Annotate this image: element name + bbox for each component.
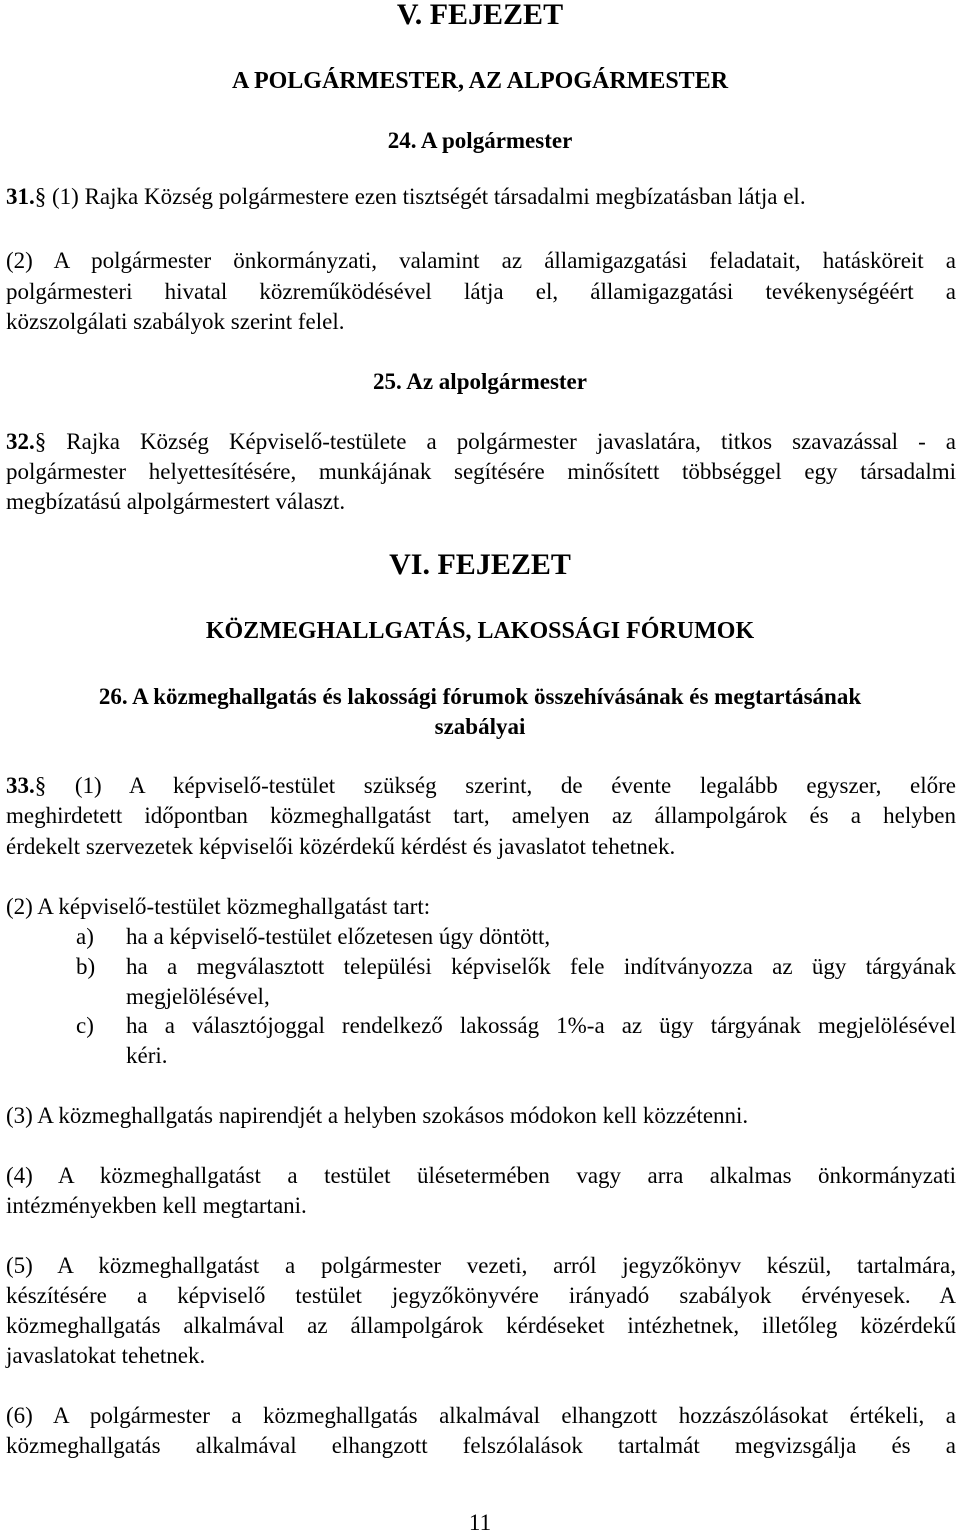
paragraph-text: (1) Rajka Község polgármestere ezen tisztségét társadalmi megbízatásban látja el. <box>46 184 806 209</box>
section-heading-26: 26. A közmeghallgatás és lakossági fórumok összehívásának és megtartásának <box>98 684 862 709</box>
paragraph-32-line <box>6 429 956 455</box>
paragraph-33-2-intro: (2) A képviselő-testület közmeghallgatást tart: <box>6 894 431 919</box>
paragraph-31-1 <box>6 184 806 210</box>
section-sign: § <box>34 184 47 209</box>
paragraph-33-5-line: közmeghallgatás alkalmával az állampolgárok kérdéseket intézhetnek, illetőleg közérdekű <box>6 1313 956 1338</box>
list-item-text: ha a választójoggal rendelkező lakosság 1%-a az ügy tárgyának megjelölésével <box>126 1013 956 1038</box>
list-item-text: kéri. <box>126 1043 168 1068</box>
section-heading-24: 24. A polgármester <box>387 128 573 153</box>
list-item-text: ha a képviselő-testület előzetesen úgy döntött, <box>126 924 551 949</box>
paragraph-number: 32. <box>6 429 35 454</box>
paragraph-33-4-line: (4) A közmeghallgatást a testület ülésetermében vagy arra alkalmas önkormányzati <box>6 1163 956 1188</box>
page-number: 11 <box>468 1510 492 1535</box>
paragraph-32-line: polgármester helyettesítésére, munkájának segítésére minősített többséggel egy társadalmi <box>6 459 956 484</box>
chapter-title: A POLGÁRMESTER, AZ ALPOGÁRMESTER <box>231 68 729 94</box>
chapter-heading: VI. FEJEZET <box>389 548 571 581</box>
paragraph-31-2-line: polgármesteri hivatal közreműködésével látja el, államigazgatási tevékenységéért a <box>6 279 956 304</box>
paragraph-31-2-line: (2) A polgármester önkormányzati, valamint az államigazgatási feladatait, hatásköreit a <box>6 248 956 273</box>
paragraph-33-5-line: készítésére a képviselő testület jegyzőkönyvére irányadó szabályok érvényesek. A <box>6 1283 956 1308</box>
paragraph-text: Rajka Község Képviselő-testülete a polgármester javaslatára, titkos szavazással - a <box>46 429 956 454</box>
paragraph-33-3: (3) A közmeghallgatás napirendjét a helyben szokásos módokon kell közzétenni. <box>6 1103 749 1128</box>
section-heading-25: 25. Az alpolgármester <box>373 369 587 394</box>
paragraph-33-1-line: érdekelt szervezetek képviselői közérdekű kérdést és javaslatot tehetnek. <box>6 834 676 859</box>
list-marker: a) <box>76 924 94 949</box>
paragraph-33-6-line: közmeghallgatás alkalmával elhangzott felszólalások tartalmát megvizsgálja és a <box>6 1433 956 1458</box>
paragraph-31-2-line: közszolgálati szabályok szerint felel. <box>6 309 345 334</box>
list-item-text: ha a megválasztott települési képviselők fele indítványozza az ügy tárgyának <box>126 954 956 979</box>
section-heading-26-cont: szabályai <box>434 714 526 739</box>
paragraph-32-line: megbízatású alpolgármestert választ. <box>6 489 346 514</box>
list-marker: b) <box>76 954 96 979</box>
paragraph-33-1-line <box>6 773 956 799</box>
section-sign: § <box>34 773 47 798</box>
paragraph-33-4-line: intézményekben kell megtartani. <box>6 1193 307 1218</box>
paragraph-number: 33. <box>6 773 35 798</box>
paragraph-33-5-line: javaslatokat tehetnek. <box>6 1343 206 1368</box>
chapter-heading: V. FEJEZET <box>396 0 564 31</box>
paragraph-33-5-line: (5) A közmeghallgatást a polgármester vezeti, arról jegyzőkönyv készül, tartalmára, <box>6 1253 956 1278</box>
paragraph-33-6-line: (6) A polgármester a közmeghallgatás alkalmával elhangzott hozzászólásokat értékeli, a <box>6 1403 956 1428</box>
list-item-text: megjelölésével, <box>126 984 270 1009</box>
paragraph-text: (1) A képviselő-testület szükség szerint, de évente legalább egyszer, előre <box>46 773 956 798</box>
section-sign: § <box>34 429 47 454</box>
paragraph-number: 31. <box>6 184 35 209</box>
list-marker: c) <box>76 1013 94 1038</box>
chapter-title: KÖZMEGHALLGATÁS, LAKOSSÁGI FÓRUMOK <box>205 618 755 644</box>
paragraph-33-1-line: meghirdetett időpontban közmeghallgatást tart, amelyen az állampolgárok és a helyben <box>6 803 956 828</box>
